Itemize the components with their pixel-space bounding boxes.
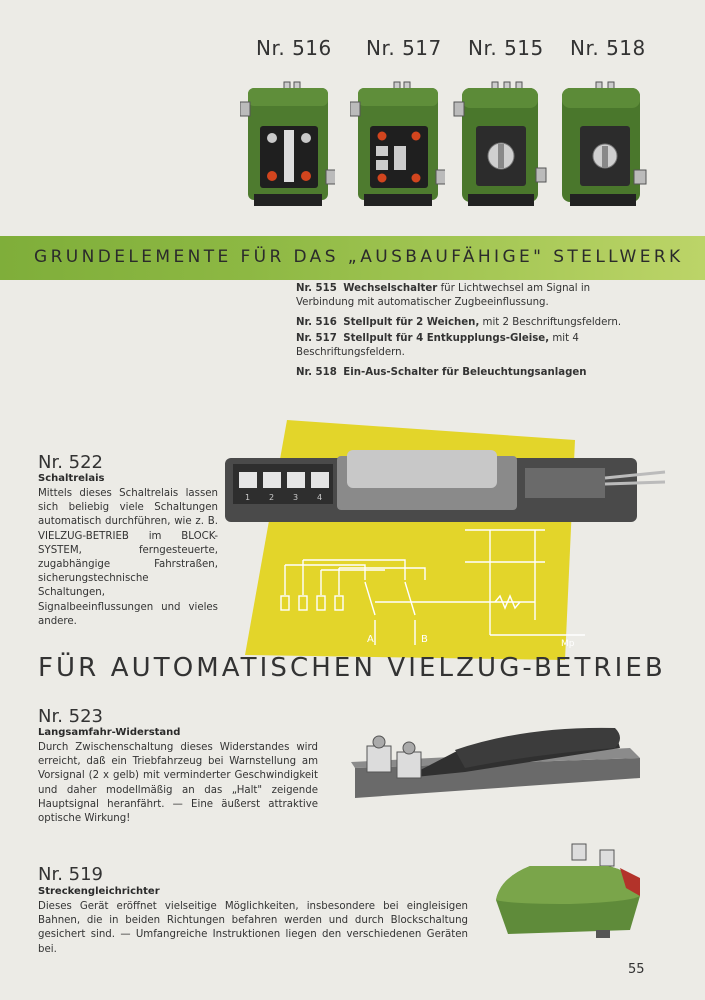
rectifier-519-image xyxy=(490,838,650,950)
item-519-name: Streckengleichrichter xyxy=(38,886,160,897)
spec-517-nr: Nr. 517 xyxy=(296,333,337,344)
item-522-number: Nr. 522 xyxy=(38,452,104,473)
relay-522-illustration xyxy=(225,420,670,660)
spec-518-bold: Ein-Aus-Schalter für Beleuchtungsanlagen xyxy=(343,367,587,378)
item-523-description: Durch Zwischenschaltung dieses Widerstandes wird erreicht, daß ein Triebfahrzeug bei Warnstellung am Vorsignal (2 x gelb) mit verminderter Geschwindigkeit und daher modellmäßig an das „Halt" zeigende Hauptsignal heranfährt. — Eine äußerst attraktive optische Wirkung! xyxy=(38,742,318,825)
item-523-number: Nr. 523 xyxy=(38,706,104,727)
relay-number-2: 2 xyxy=(269,493,275,502)
relay-number-1: 1 xyxy=(245,493,251,502)
diagram-label-a: A xyxy=(367,634,374,645)
relay-number-4: 4 xyxy=(317,493,323,502)
item-522-description: Mittels dieses Schaltrelais lassen sich beliebig viele Schaltungen automatisch durchführen, wie z. B. VIELZUG-BETRIEB im BLOCK-SYSTEM, ferngesteuerte, zugabhängige Fahrstraßen, sicherungstechnische Schaltungen, Signalbeeinflussungen und vieles andere. xyxy=(38,488,218,627)
resistor-523-image xyxy=(345,718,670,813)
spec-516-nr: Nr. 516 xyxy=(296,317,337,328)
label-nr-516: Nr. 516 xyxy=(256,36,332,60)
spec-516-text: mit 2 Beschriftungsfeldern. xyxy=(479,317,622,328)
spec-515-nr: Nr. 515 xyxy=(296,283,337,294)
spec-517-bold: Stellpult für 4 Entkupplungs-Gleise, xyxy=(343,333,550,344)
spec-517 xyxy=(296,332,646,360)
control-panel-516-image xyxy=(240,80,335,212)
label-nr-518: Nr. 518 xyxy=(570,36,646,60)
switch-518-image xyxy=(556,80,651,212)
diagram-label-mp: Mp xyxy=(561,639,575,649)
spec-517-text: mit 4 Beschriftungsfeldern. xyxy=(296,333,579,358)
spec-516-bold: Stellpult für 2 Weichen, xyxy=(343,317,480,328)
item-519-number: Nr. 519 xyxy=(38,864,104,885)
switch-515-image xyxy=(452,80,547,212)
item-522-name: Schaltrelais xyxy=(38,473,105,484)
spec-515 xyxy=(296,282,646,310)
relay-number-3: 3 xyxy=(293,493,299,502)
spec-518 xyxy=(296,366,646,380)
section-title: FÜR AUTOMATISCHEN VIELZUG-BETRIEB xyxy=(38,653,666,683)
label-nr-515: Nr. 515 xyxy=(468,36,544,60)
banner-title: GRUNDELEMENTE FÜR DAS „AUSBAUFÄHIGE" STELLWERK xyxy=(34,247,684,267)
item-523-name: Langsamfahr-Widerstand xyxy=(38,727,181,738)
spec-518-nr: Nr. 518 xyxy=(296,367,337,378)
label-nr-517: Nr. 517 xyxy=(366,36,442,60)
control-panel-517-image xyxy=(350,80,445,212)
diagram-label-b: B xyxy=(421,634,428,645)
spec-515-text: für Lichtwechsel am Signal in Verbindung mit automatischer Zugbeeinflussung. xyxy=(296,283,591,308)
spec-515-bold: Wechselschalter xyxy=(343,283,438,294)
spec-516 xyxy=(296,316,646,330)
item-519-description: Dieses Gerät eröffnet vielseitige Möglichkeiten, insbesondere bei eingleisigen Bahnen, die in beiden Richtungen befahren werden und durch Blockschaltung gesichert sind. — Umfangreiche Instruktionen liegen den verschiedenen Geräten bei. xyxy=(38,901,468,955)
page-number: 55 xyxy=(628,962,645,977)
